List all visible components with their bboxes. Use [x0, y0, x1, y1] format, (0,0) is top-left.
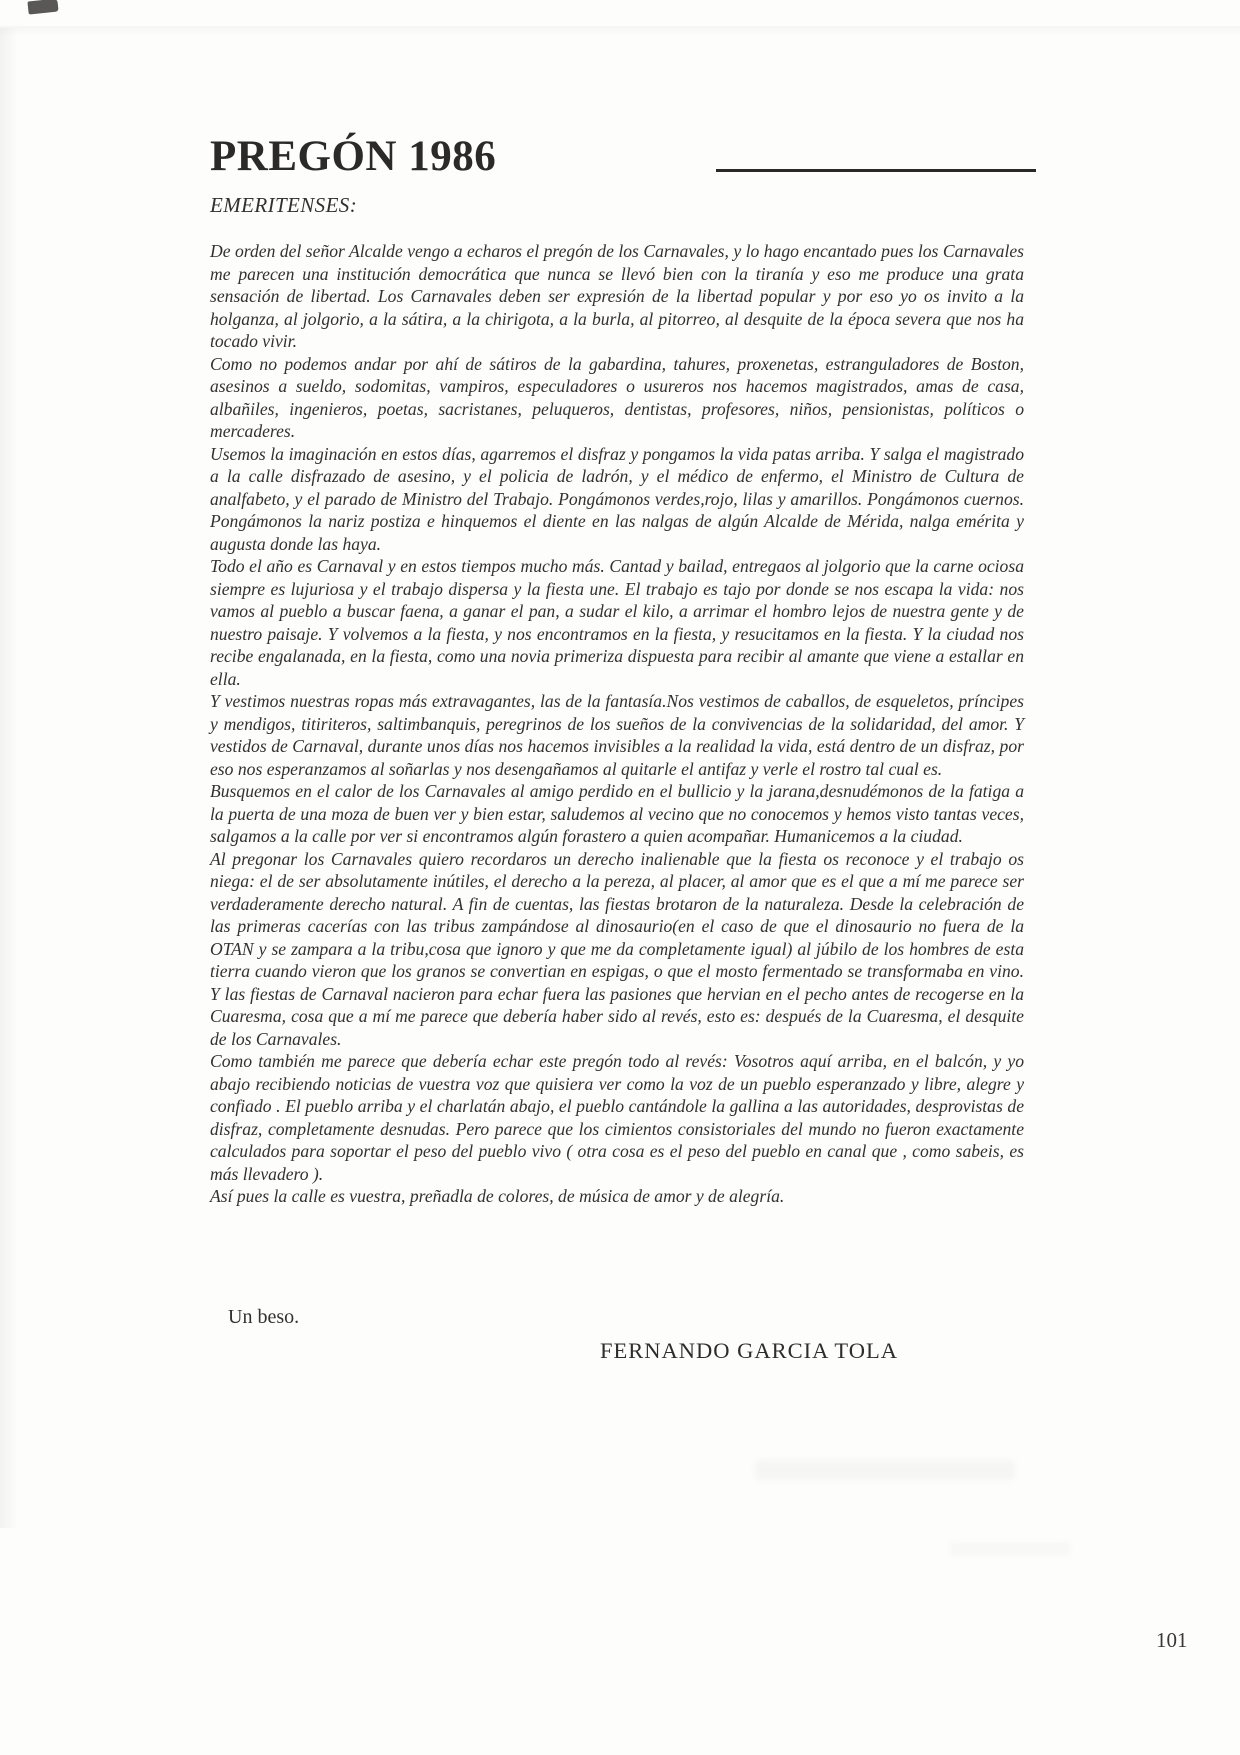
page-title: PREGÓN 1986 — [210, 133, 497, 180]
paragraph-8: Como también me parece que debería echar este pregón todo al revés: Vosotros aquí arriba, en el balcón, y yo abajo recibiendo noticias de vuestra voz que quisiera ver como la voz de un pueblo esperanzado y libre, alegre y confiado . El pueblo arriba y el charlatán abajo, el pueblo cantándole la gallina a las autoridades, desprovistas de disfraz, completamente desnudas. Pero parece que los cimientos consistoriales del mundo no fueron exactamente calculados para soportar el peso del pueblo vivo ( otra cosa es el peso del pueblo en canal que , como sabeis, es más llevadero ). — [210, 1051, 1024, 1184]
body-text — [210, 240, 1024, 1208]
title-rule — [716, 169, 1036, 172]
paragraph-2: Como no podemos andar por ahí de sátiros de la gabardina, tahures, proxenetas, estranguladores de Boston, asesinos a sueldo, sodomitas, vampiros, especuladores o usureros nos hacemos magistrados, amas de casa, albañiles, ingenieros, poetas, sacristanes, peluqueros, dentistas, profesores, niños, pensionistas, políticos o mercaderes. — [210, 353, 1024, 441]
show-through-smudge-small — [950, 1542, 1070, 1556]
paragraph-5: Y vestimos nuestras ropas más extravagantes, las de la fantasía.Nos vestimos de caballos, de esqueletos, príncipes y mendigos, titiriteros, saltimbanquis, peregrinos de los sueños de la convivencias de la solidaridad, del amor. Y vestidos de Carnaval, durante unos días nos hacemos invisibles a la realidad la vida, está dentro de un disfraz, por eso nos esperanzamos al soñarlas y nos desengañamos al quitarle el antifaz y verle el rostro tal cual es. — [210, 691, 1024, 779]
paragraph-4: Todo el año es Carnaval y en estos tiempos mucho más. Cantad y bailad, entregaos al jolgorio que la carne ociosa siempre es lujuriosa y el trabajo dispersa y la fiesta une. El trabajo es tajo por donde se nos escapa la vida: nos vamos al pueblo a buscar faena, a ganar el pan, a sudar el kilo, a arrimar el hombro lejos de nuestra gente y de nuestro paisaje. Y volvemos a la fiesta, y nos encontramos en la fiesta, y resucitamos en la fiesta. Y la ciudad nos recibe engalanada, en la fiesta, como una novia primeriza dispuesta para recibir al amante que viene a estallar en ella. — [210, 556, 1024, 689]
signature-name: FERNANDO GARCIA TOLA — [600, 1338, 898, 1363]
scan-edge-shadow-top — [0, 26, 1240, 36]
paragraph-9: Así pues la calle es vuestra, preñadla de colores, de música de amor y de alegría. — [210, 1186, 785, 1206]
scan-edge-shadow-left — [0, 28, 18, 1528]
show-through-smudge — [755, 1460, 1015, 1480]
scan-artifact-mark — [27, 0, 58, 15]
paragraph-6: Busquemos en el calor de los Carnavales al amigo perdido en el bullicio y la jarana,desnudémonos de la fatiga a la puerta de una moza de buen ver y bien estar, saludemos al vecino que no conocemos y hemos visto tantas veces, salgamos a la calle por ver si encontramos algún forastero a quien acompañar. Humanicemos a la ciudad. — [210, 781, 1024, 846]
closing-text: Un beso. — [228, 1306, 300, 1328]
page-number: 101 — [1156, 1628, 1188, 1652]
salutation: EMERITENSES: — [210, 193, 358, 217]
paragraph-3: Usemos la imaginación en estos días, agarremos el disfraz y pongamos la vida patas arriba. Y salga el magistrado a la calle disfrazado de asesino, y el policia de ladrón, y el médico de enfermo, el Ministro de Cultura de analfabeto, y el parado de Ministro del Trabajo. Pongámonos verdes,rojo, lilas y amarillos. Pongámonos cuernos. Pongámonos la nariz postiza e hinquemos el diente en las nalgas de algún Alcalde de Mérida, nalga emérita y augusta donde las haya. — [210, 443, 1024, 554]
paragraph-1: De orden del señor Alcalde vengo a echaros el pregón de los Carnavales, y lo hago encantado pues los Carnavales me parecen una institución democrática que nunca se llevó bien con la tiranía y eso me produce una grata sensación de libertad. Los Carnavales deben ser expresión de la libertad popular y por eso yo os invito a la holganza, al jolgorio, a la sátira, a la chirigota, a la burla, al pitorreo, al desquite de la época severa que nos ha tocado vivir. — [210, 241, 1024, 351]
paragraph-7: Al pregonar los Carnavales quiero recordaros un derecho inalienable que la fiesta os reconoce y el trabajo os niega: el de ser absolutamente inútiles, el derecho a la pereza, al placer, al amor que es el que a mí me parece ser verdaderamente derecho natural. A fin de cuentas, las fiestas brotaron de la naturaleza. Desde la celebración de las primeras cacerías con las tribus zampándose al dinosaurio(en el caso de que el dinosaurio no fuera de la OTAN y se zampara a la tribu,cosa que ignoro y que me da completamente igual) al júbilo de los hombres de esta tierra cuando vieron que los granos se convertian en espigas, o que el mosto fermentado se transformaba en vino. Y las fiestas de Carnaval nacieron para echar fuera las pasiones que hervian en el pecho antes de recogerse en la Cuaresma, cosa que a mí me parece que debería haber sido al revés, esto es: después de la Cuaresma, el desquite de los Carnavales. — [210, 848, 1024, 1049]
